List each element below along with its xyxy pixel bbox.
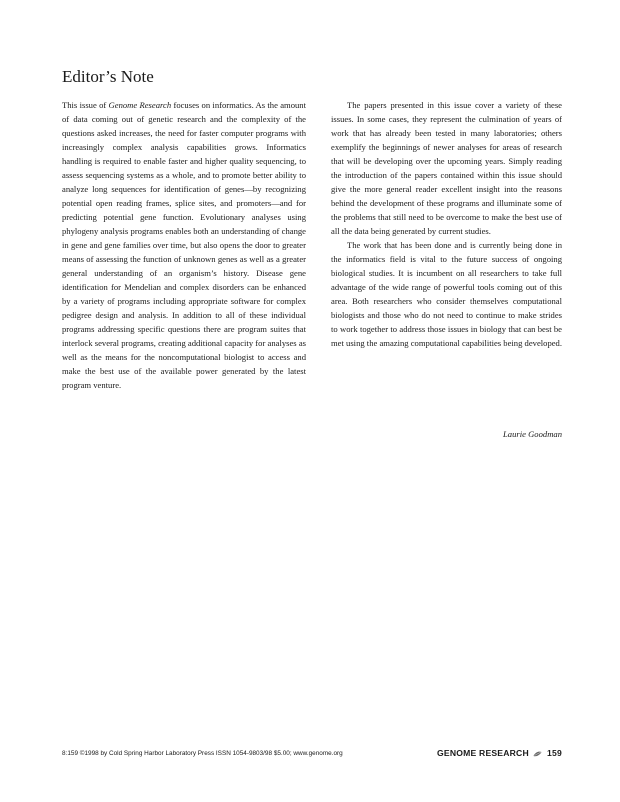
right-paragraph-1: The papers presented in this issue cover a variety of these issues. In some cases, they represent the culmination of years of work that has already been tested in many laboratories; others exemplify the beginnings of newer analyses for areas of research that will be developing over the upcoming years. Simply reading the introduction of the papers contained within this issue should give the more general reader excellent insight into the reasons behind the development of these programs and illuminate some of the problems that still need to be overcome to make the best use of all the data being generated by current studies.	[331, 100, 562, 236]
right-column	[331, 98, 562, 350]
left-paragraph	[62, 98, 306, 392]
footer-citation: 8:159 ©1998 by Cold Spring Harbor Laboratory Press ISSN 1054-9803/98 $5.00; www.genome.org	[62, 750, 343, 757]
page-title: Editor’s Note	[62, 67, 154, 86]
page-footer	[62, 748, 562, 760]
footer-journal-page	[437, 748, 562, 758]
page-number: 159	[547, 748, 562, 758]
footer-journal-name: GENOME RESEARCH	[437, 748, 529, 758]
left-column	[62, 98, 306, 392]
journal-name: Genome Research	[108, 100, 172, 110]
signature: Laurie Goodman	[503, 429, 562, 439]
right-paragraph-2: The work that has been done and is currently being done in the informatics field is vital to the future success of ongoing biological studies. It is incumbent on all researchers to take full advantage of the wide range of powerful tools coming out of this area. Both researchers who consider themselves computational biologists and those who do not need to continue to make strides to work together to address those issues in biology that can best be met using the amazing computational capabilities being developed.	[331, 240, 563, 348]
paragraph-rest: focuses on informatics. As the amount of data coming out of genetic research and the complexity of the questions asked increases, the need for faster computer programs with increasingly complex analysis capabilities grows. Informatics handling is required to enable faster and higher quality sequencing, to assess sequencing systems as a whole, and to promote better ability to analyze long sequences for identification of genes—by recognizing potential open reading frames, splice sites, and promoters—and for predicting potential gene function. Evolutionary analyses using phylogeny analysis programs enables both an understanding of change in gene and gene families over time, but also opens the door to greater means of assessing the function of unknown genes as well as a greater general understanding of an organism’s history. Disease gene identification for Mendelian and complex disorders can be enhanced by a variety of programs including appropriate software for complex pedigree design and analysis. In addition to all of these individual programs addressing specific questions there are program suites that interlock several programs, creating additional capacity for analyses as well as the means for the noncomputational biologist to access and make the best use of the available power generated by the latest program venture.	[62, 100, 306, 390]
paragraph-start: This issue of	[62, 100, 109, 110]
journal-logo-icon	[533, 751, 542, 757]
